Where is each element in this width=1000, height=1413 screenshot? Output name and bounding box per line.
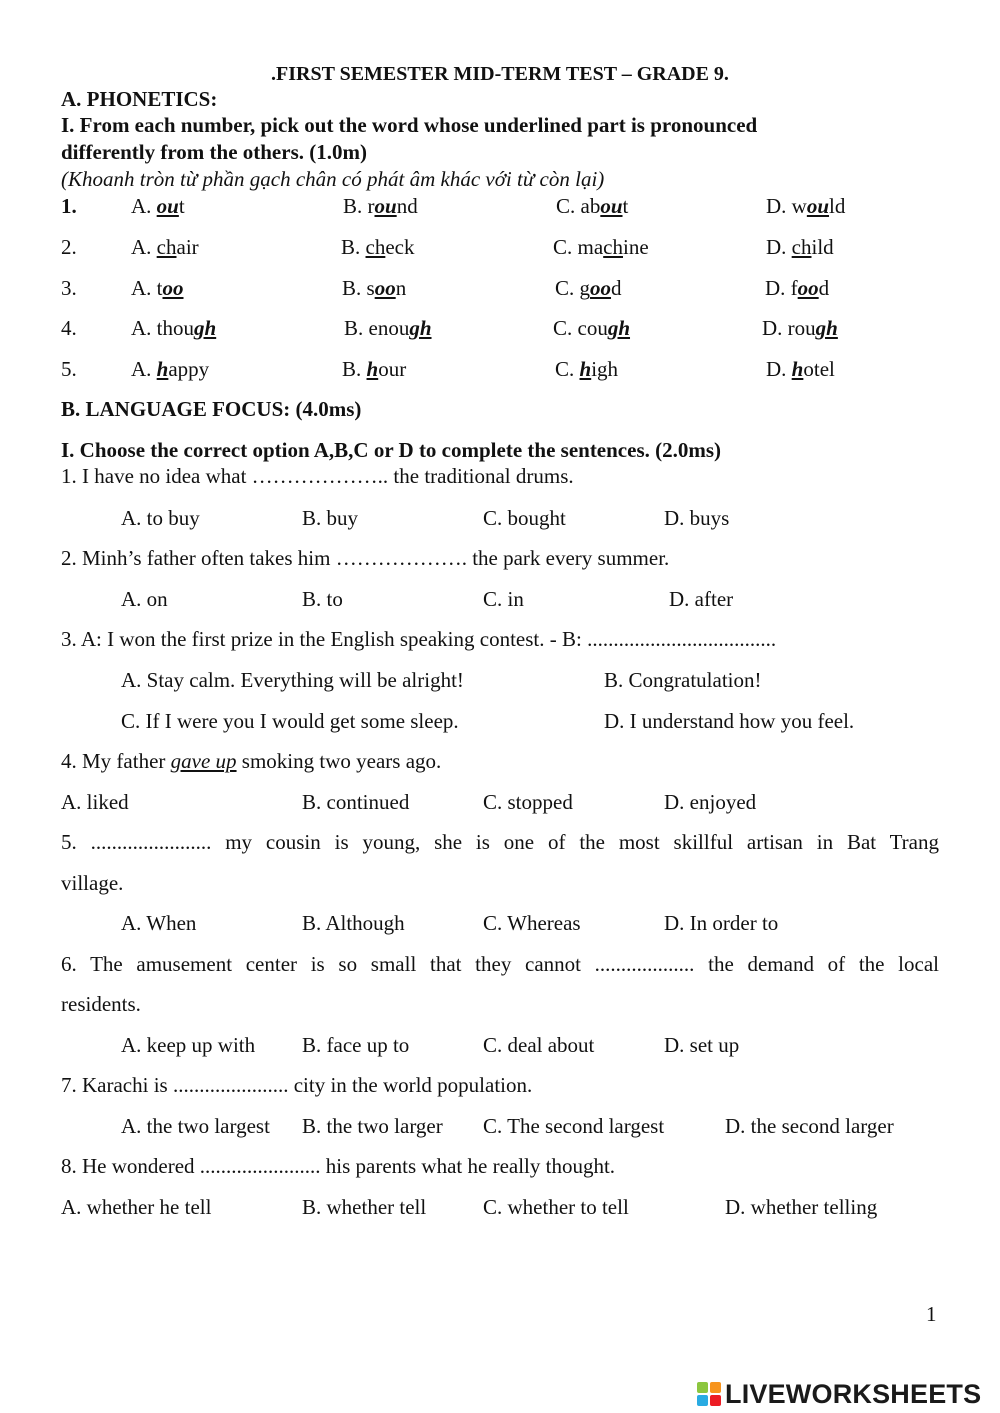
- option-a[interactable]: A. out: [131, 194, 185, 218]
- option-c[interactable]: C. machine: [553, 235, 649, 259]
- q2-option-c[interactable]: C. in: [483, 587, 524, 611]
- option-a[interactable]: A. though: [131, 316, 217, 340]
- q6-option-b[interactable]: B. face up to: [302, 1033, 410, 1057]
- item-number: 4.: [61, 316, 77, 340]
- q8-option-b[interactable]: B. whether tell: [302, 1195, 427, 1219]
- section-b-heading: B. LANGUAGE FOCUS: (4.0ms): [61, 397, 362, 421]
- q8-option-a[interactable]: A. whether he tell: [61, 1195, 212, 1219]
- question-6-cont: residents.: [61, 992, 141, 1016]
- question-3: 3. A: I won the first prize in the English speaking contest. - B: ....................................: [61, 627, 777, 651]
- option-b[interactable]: B. enough: [344, 316, 432, 340]
- option-c[interactable]: C. good: [555, 276, 622, 300]
- q7-option-c[interactable]: C. The second largest: [483, 1114, 665, 1138]
- q5-option-b[interactable]: B. Although: [302, 911, 405, 935]
- option-a[interactable]: A. chair: [131, 235, 199, 259]
- q8-option-d[interactable]: D. whether telling: [725, 1195, 878, 1219]
- section-a-heading: A. PHONETICS:: [61, 87, 218, 111]
- q5-option-c[interactable]: C. Whereas: [483, 911, 581, 935]
- item-number: 2.: [61, 235, 77, 259]
- option-d[interactable]: D. rough: [762, 316, 838, 340]
- option-b[interactable]: B. round: [343, 194, 418, 218]
- logo-square-orange: [710, 1382, 721, 1393]
- q7-option-b[interactable]: B. the two larger: [302, 1114, 443, 1138]
- lf-instruction: I. Choose the correct option A,B,C or D to complete the sentences. (2.0ms): [61, 438, 722, 462]
- q2-option-d[interactable]: D. after: [669, 587, 734, 611]
- question-8: 8. He wondered ....................... his parents what he really thought.: [61, 1154, 616, 1178]
- item-number: 3.: [61, 276, 77, 300]
- option-d[interactable]: D. hotel: [766, 357, 835, 381]
- q1-option-d[interactable]: D. buys: [664, 506, 730, 530]
- option-c[interactable]: C. high: [555, 357, 619, 381]
- question-5: 5. ....................... my cousin is young, she is one of the most skillful artisan in Bat Trang: [61, 830, 939, 854]
- option-c[interactable]: C. about: [556, 194, 629, 218]
- q8-option-c[interactable]: C. whether to tell: [483, 1195, 629, 1219]
- q4-option-b[interactable]: B. continued: [302, 790, 410, 814]
- phonetics-instruction-cont: differently from the others. (1.0m): [61, 140, 367, 164]
- q3-option-d[interactable]: D. I understand how you feel.: [604, 709, 855, 733]
- q2-option-b[interactable]: B. to: [302, 587, 343, 611]
- q4-option-c[interactable]: C. stopped: [483, 790, 573, 814]
- liveworksheets-logo: [697, 1378, 981, 1410]
- phonetics-instruction-vi: (Khoanh tròn từ phần gạch chân có phát âm khác với từ còn lại): [61, 167, 605, 191]
- q5-option-a[interactable]: A. When: [121, 911, 197, 935]
- logo-text: LIVEWORKSHEETS: [725, 1378, 982, 1409]
- page-number: 1: [926, 1302, 937, 1326]
- option-d[interactable]: D. food: [765, 276, 830, 300]
- q5-option-d[interactable]: D. In order to: [664, 911, 779, 935]
- page-title: .FIRST SEMESTER MID-TERM TEST – GRADE 9.: [271, 63, 729, 85]
- q6-option-d[interactable]: D. set up: [664, 1033, 740, 1057]
- option-d[interactable]: D. would: [766, 194, 846, 218]
- question-1: 1. I have no idea what ……………….. the traditional drums.: [61, 464, 574, 488]
- q1-option-c[interactable]: C. bought: [483, 506, 566, 530]
- logo-square-red: [710, 1395, 721, 1406]
- q1-option-b[interactable]: B. buy: [302, 506, 359, 530]
- question-4: 4. My father gave up smoking two years ago.: [61, 749, 442, 773]
- q7-option-d[interactable]: D. the second larger: [725, 1114, 894, 1138]
- q1-option-a[interactable]: A. to buy: [121, 506, 200, 530]
- q3-option-c[interactable]: C. If I were you I would get some sleep.: [121, 709, 459, 733]
- option-a[interactable]: A. too: [131, 276, 184, 300]
- logo-square-green: [697, 1382, 708, 1393]
- question-6: 6. The amusement center is so small that they cannot ................... the demand of the local: [61, 952, 939, 976]
- item-number: 5.: [61, 357, 77, 381]
- phonetics-instruction: I. From each number, pick out the word whose underlined part is pronounced: [61, 113, 758, 137]
- logo-square-blue: [697, 1395, 708, 1406]
- q4-option-d[interactable]: D. enjoyed: [664, 790, 757, 814]
- logo-mark-icon: [697, 1382, 721, 1406]
- question-7: 7. Karachi is ...................... city in the world population.: [61, 1073, 533, 1097]
- question-2: 2. Minh’s father often takes him ………………. the park every summer.: [61, 546, 670, 570]
- option-c[interactable]: C. cough: [553, 316, 631, 340]
- item-number: 1.: [61, 194, 77, 218]
- option-a[interactable]: A. happy: [131, 357, 210, 381]
- option-b[interactable]: B. soon: [342, 276, 407, 300]
- option-b[interactable]: B. hour: [342, 357, 407, 381]
- q6-option-c[interactable]: C. deal about: [483, 1033, 595, 1057]
- option-b[interactable]: B. check: [341, 235, 415, 259]
- q3-option-b[interactable]: B. Congratulation!: [604, 668, 762, 692]
- q2-option-a[interactable]: A. on: [121, 587, 168, 611]
- option-d[interactable]: D. child: [766, 235, 834, 259]
- q7-option-a[interactable]: A. the two largest: [121, 1114, 270, 1138]
- q4-option-a[interactable]: A. liked: [61, 790, 129, 814]
- question-5-cont: village.: [61, 871, 124, 895]
- q3-option-a[interactable]: A. Stay calm. Everything will be alright!: [121, 668, 464, 692]
- q6-option-a[interactable]: A. keep up with: [121, 1033, 256, 1057]
